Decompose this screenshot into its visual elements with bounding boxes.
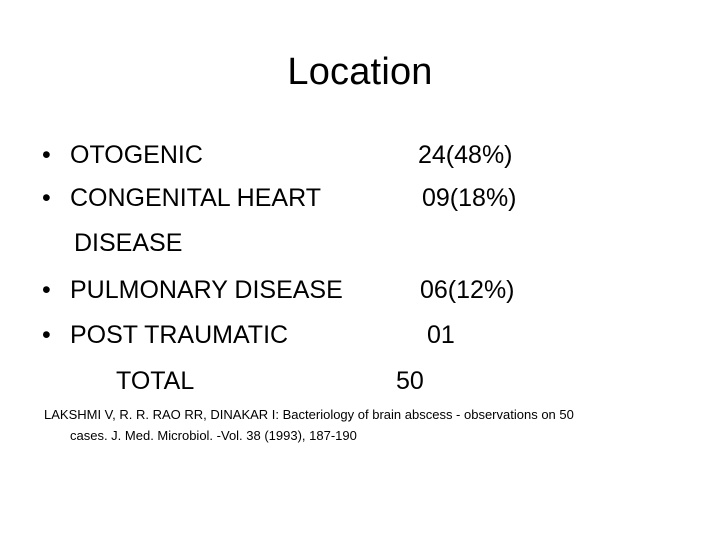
total-value: 50: [396, 367, 424, 395]
item-label: POST TRAUMATIC: [70, 321, 289, 349]
list-item: [0, 138, 720, 172]
bullet-icon: •: [42, 276, 51, 304]
item-label-continuation: DISEASE: [74, 229, 183, 257]
item-label: PULMONARY DISEASE: [70, 276, 343, 304]
item-value: 24(48%): [418, 141, 513, 169]
bullet-icon: •: [42, 141, 51, 169]
item-value: 01: [427, 321, 455, 349]
citation-line-2: cases. J. Med. Microbiol. -Vol. 38 (1993), 187-190: [70, 428, 357, 443]
bullet-icon: •: [42, 184, 51, 212]
bullet-icon: •: [42, 321, 51, 349]
item-value: 06(12%): [420, 276, 515, 304]
total-label: TOTAL: [116, 367, 195, 395]
item-label: CONGENITAL HEART: [70, 184, 321, 212]
item-value: 09(18%): [422, 184, 517, 212]
list-item: [0, 318, 720, 352]
list-item: [0, 273, 720, 307]
citation: [44, 404, 684, 446]
list-item: [0, 181, 720, 215]
slide-title: Location: [287, 51, 433, 93]
citation-line-1: LAKSHMI V, R. R. RAO RR, DINAKAR I: Bacteriology of brain abscess - observations on 50: [44, 407, 574, 422]
list-item-continuation: [0, 226, 720, 260]
item-label: OTOGENIC: [70, 141, 203, 169]
total-row: [0, 364, 720, 398]
